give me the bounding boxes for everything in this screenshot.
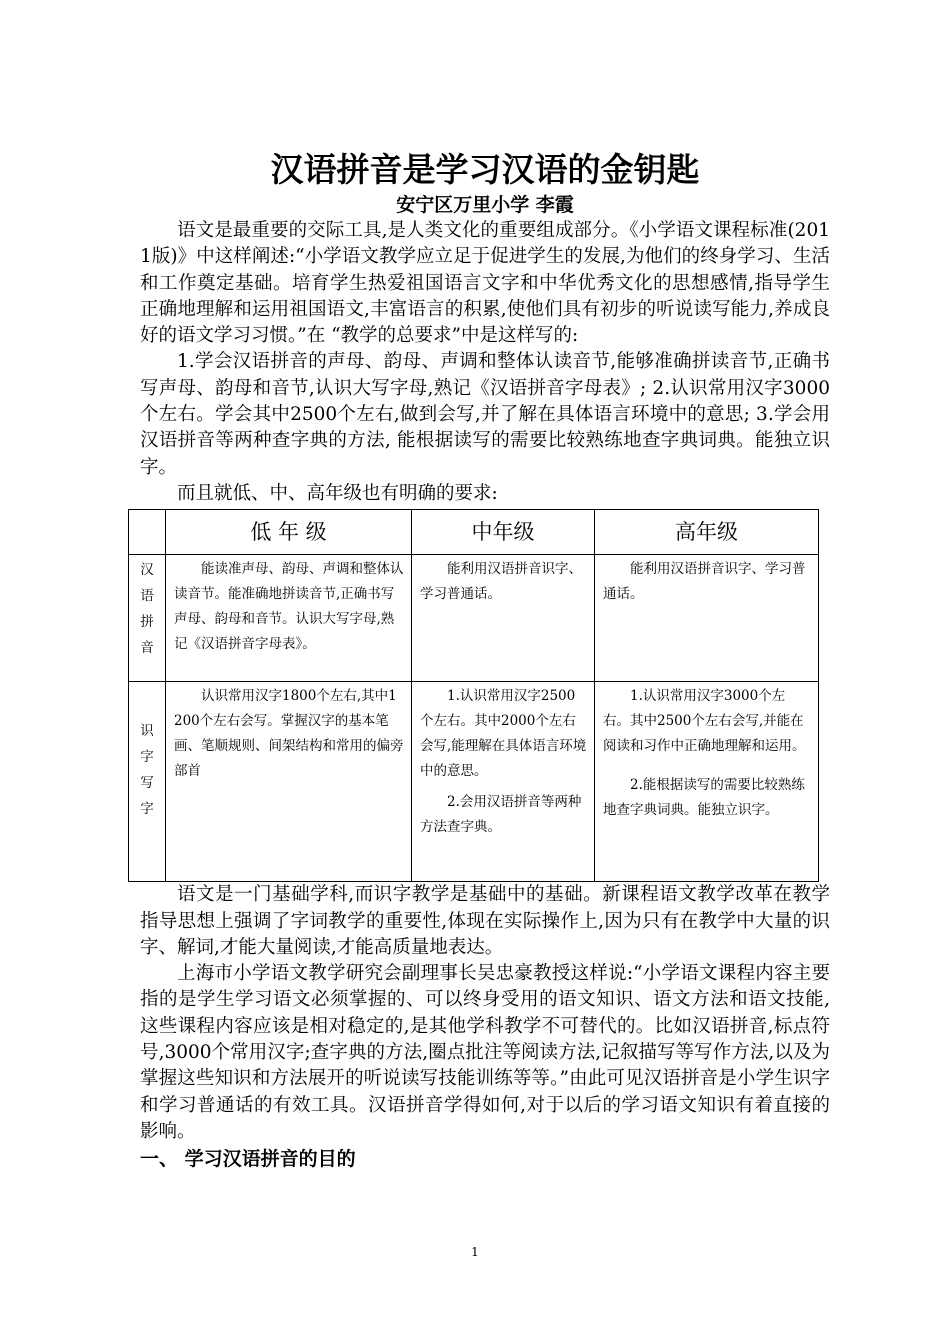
cell-pinyin-low: 能读准声母、韵母、声调和整体认读音节。能准确地拼读音节,正确书写声母、韵母和音节。认识大写字母,熟记《汉语拼音字母表》。: [166, 555, 412, 682]
paragraph-quote: 上海市小学语文教学研究会副理事长吴忠豪教授这样说:“小学语文课程内容主要指的是学生学习语文必须掌握的、可以终身受用的语文知识、语文方法和语文技能,这些课程内容应该是相对稳定的,是其他学科教学不可替代的。比如汉语拼音,标点符号,3000个常用汉字;查字典的方法,圈点批注等阅读方法,记叙描写等写作方法,以及为掌握这些知识和方法展开的听说读写技能训练等等。”由此可见汉语拼音是小学生识字和学习普通话的有效工具。汉语拼音学得如何,对于以后的学习语文知识有着直接的影响。: [140, 963, 830, 1142]
paragraph-intro: 语文是最重要的交际工具,是人类文化的重要组成部分。《小学语文课程标准(2011版)》中这样阐述:“小学语文教学应立足于促进学生的发展,为他们的终身学习、生活和工作奠定基础。培育学生热爱祖国语言文字和中华优秀文化的思想感情,指导学生正确地理解和运用祖国语文,丰富语言的积累,使他们具有初步的听说读写能力,养成良好的语文学习习惯。”在 “教学的总要求”中是这样写的:: [140, 220, 830, 347]
doc-author: 安宁区万里小学 李霞: [396, 194, 574, 216]
document-page: [140, 148, 830, 1173]
paragraph-grade-intro: 而且就低、中、高年级也有明确的要求:: [177, 482, 498, 504]
row-label-characters: 识 字 写 字: [129, 682, 166, 882]
table-row: [129, 682, 819, 882]
section-heading: 一、 学习汉语拼音的目的: [140, 1148, 356, 1171]
cell-pinyin-high: 能利用汉语拼音识字、学习普通话。: [595, 555, 819, 682]
cell-characters-mid: 1.认识常用汉字2500个左右。其中2000个左右会写,能理解在具体语言环境中的意思。 2.会用汉语拼音等两种方法查字典。: [412, 682, 595, 882]
table-row: [129, 555, 819, 682]
doc-title: 汉语拼音是学习汉语的金钥匙: [270, 150, 700, 189]
cell-pinyin-mid: 能利用汉语拼音识字、学习普通话。: [412, 555, 595, 682]
header-low-grade: 低 年 级: [166, 510, 412, 555]
paragraph-basic-subject: 语文是一门基础学科,而识字教学是基础中的基础。新课程语文教学改革在教学指导思想上强调了字词教学的重要性,体现在实际操作上,因为只有在教学中大量的识字、解词,才能大量阅读,才能高质量地表达。: [140, 884, 830, 958]
grade-requirements-table: [128, 509, 819, 882]
table-header-row: [129, 510, 819, 555]
row-label-pinyin: 汉 语 拼 音: [129, 555, 166, 682]
page-number: 1: [471, 1245, 479, 1259]
cell-characters-low: 认识常用汉字1800个左右,其中1200个左右会写。掌握汉字的基本笔画、笔顺规则、间架结构和常用的偏旁部首: [166, 682, 412, 882]
header-empty: [129, 510, 166, 555]
cell-characters-high: 1.认识常用汉字3000个左右。其中2500个左右会写,并能在阅读和习作中正确地理解和运用。 2.能根据读写的需要比较熟练地查字典词典。能独立识字。: [595, 682, 819, 882]
header-mid-grade: 中年级: [412, 510, 595, 555]
header-high-grade: 高年级: [595, 510, 819, 555]
paragraph-requirements: 1.学会汉语拼音的声母、韵母、声调和整体认读音节,能够准确拼读音节,正确书写声母、韵母和音节,认识大写字母,熟记《汉语拼音字母表》; 2.认识常用汉字3000个左右。学会其中2500个左右,做到会写,并了解在具体语言环境中的意思; 3.学会用汉语拼音等两种查字典的方法, 能根据读写的需要比较熟练地查字典词典。能独立识字。: [140, 351, 830, 478]
